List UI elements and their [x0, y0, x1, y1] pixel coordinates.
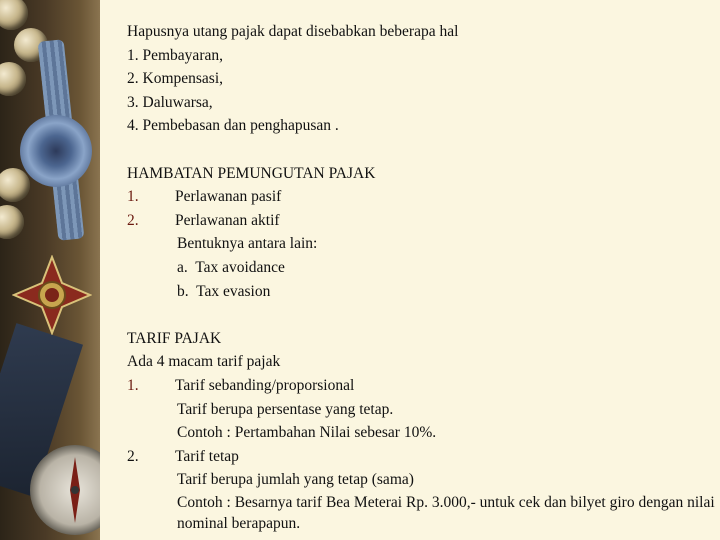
- medal-rosette-decoration: [20, 115, 92, 187]
- list-text: Tarif sebanding/proporsional: [175, 376, 355, 394]
- tarif-item: [127, 374, 717, 398]
- tarif-item-desc: Tarif berupa persentase yang tetap.: [177, 400, 394, 418]
- tarif-item-desc: Tarif berupa jumlah yang tetap (sama): [177, 471, 414, 489]
- hambatan-sub-item: a. Tax avoidance: [177, 258, 285, 276]
- compass-needle-icon: [30, 445, 100, 535]
- tarif-item: [127, 445, 717, 469]
- intro-heading: Hapusnya utang pajak dapat disebabkan beberapa hal: [127, 23, 459, 40]
- hambatan-sub-item: b. Tax evasion: [177, 282, 271, 300]
- hambatan-item: [127, 209, 717, 233]
- brass-button-decoration: [0, 0, 28, 30]
- spacer: [127, 138, 717, 162]
- list-number: 1.: [127, 376, 139, 394]
- tarif-item-example: Contoh : Pertambahan Nilai sebesar 10%.: [177, 424, 437, 442]
- brass-button-decoration: [0, 62, 26, 96]
- slide-text-body: [127, 20, 717, 534]
- tarif-heading: TARIF PAJAK: [127, 329, 222, 347]
- decorative-medal-photo: [0, 0, 100, 540]
- hambatan-sub-heading: Bentuknya antara lain:: [177, 235, 318, 253]
- list-text: Perlawanan aktif: [175, 211, 280, 229]
- intro-item: 3. Daluwarsa,: [127, 93, 213, 111]
- list-number: 2.: [127, 211, 139, 229]
- list-number: 1.: [127, 188, 139, 206]
- cross-medal-icon: [12, 255, 92, 335]
- list-text: Perlawanan pasif: [175, 188, 282, 206]
- compass-decoration: [30, 445, 100, 535]
- list-number: 2.: [127, 447, 139, 465]
- intro-item: 2. Kompensasi,: [127, 70, 224, 88]
- tarif-item-example: Contoh : Besarnya tarif Bea Meterai Rp. 3.000,- untuk cek dan bilyet giro dengan nilai nominal berapapun.: [177, 493, 715, 532]
- intro-item: 4. Pembebasan dan penghapusan .: [127, 117, 339, 135]
- brass-button-decoration: [0, 168, 30, 202]
- tarif-intro: Ada 4 macam tarif pajak: [127, 353, 281, 371]
- spacer: [127, 303, 717, 327]
- intro-item: 1. Pembayaran,: [127, 46, 223, 64]
- hambatan-item: [127, 185, 717, 209]
- brass-button-decoration: [0, 205, 24, 239]
- list-text: Tarif tetap: [175, 447, 239, 465]
- hambatan-heading: HAMBATAN PEMUNGUTAN PAJAK: [127, 164, 376, 182]
